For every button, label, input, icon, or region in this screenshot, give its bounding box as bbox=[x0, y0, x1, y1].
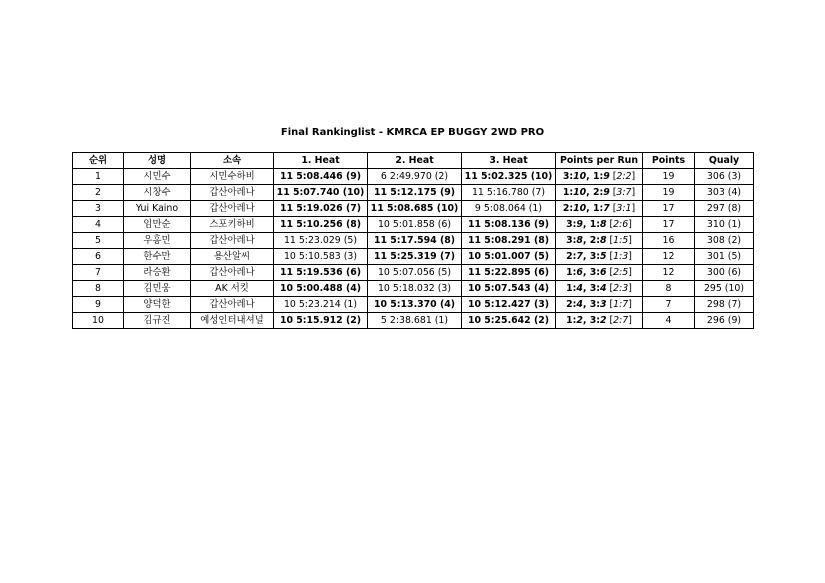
points-cell: 16 bbox=[643, 233, 695, 249]
ppr-a: 3: bbox=[566, 218, 577, 230]
qualy-cell: 301 (5) bbox=[695, 249, 754, 265]
ppr-sep: , bbox=[582, 298, 590, 310]
rank-cell: 10 bbox=[73, 313, 124, 329]
name-cell: 시민수 bbox=[124, 169, 191, 185]
heat1-cell: 11 5:08.446 (9) bbox=[274, 169, 368, 185]
name-cell: 임만순 bbox=[124, 217, 191, 233]
ppr-sep: , bbox=[582, 314, 590, 326]
ppr-a-italic: 6 bbox=[576, 266, 583, 278]
ppr-b: 3: bbox=[589, 250, 600, 262]
ppr-bracket-open: [ bbox=[609, 202, 617, 214]
qualy-cell: 295 (10) bbox=[695, 281, 754, 297]
qualy-cell: 310 (1) bbox=[695, 217, 754, 233]
ppr-bracket-open: [ bbox=[606, 234, 614, 246]
heat2-cell: 10 5:07.056 (5) bbox=[368, 265, 462, 281]
ppr-a-italic: 8 bbox=[576, 234, 583, 246]
ppr-a: 1: bbox=[566, 314, 577, 326]
table-row bbox=[73, 217, 754, 233]
table-row bbox=[73, 281, 754, 297]
rank-cell: 5 bbox=[73, 233, 124, 249]
table-row bbox=[73, 185, 754, 201]
ppr-c-italic: 2:2 bbox=[616, 170, 632, 182]
ppr-c-italic: 2:6 bbox=[613, 218, 629, 230]
points-per-run-cell bbox=[556, 249, 643, 265]
ppr-bracket-open: [ bbox=[606, 250, 614, 262]
name-cell: 김민웅 bbox=[124, 281, 191, 297]
ppr-b-italic: 8 bbox=[599, 218, 607, 230]
col-header-heat2: 2. Heat bbox=[368, 153, 462, 169]
ppr-b-italic: 3 bbox=[599, 298, 607, 310]
table-row bbox=[73, 313, 754, 329]
ppr-sep: , bbox=[582, 250, 590, 262]
heat3-cell: 11 5:16.780 (7) bbox=[462, 185, 556, 201]
team-cell: 갑산아레나 bbox=[191, 265, 274, 281]
ppr-a-italic: 9 bbox=[576, 218, 583, 230]
ppr-c-italic: 2:5 bbox=[613, 266, 629, 278]
rank-cell: 1 bbox=[73, 169, 124, 185]
ppr-a: 1: bbox=[566, 266, 577, 278]
ppr-b-italic: 4 bbox=[599, 282, 607, 294]
heat3-cell: 9 5:08.064 (1) bbox=[462, 201, 556, 217]
points-per-run-cell bbox=[556, 185, 643, 201]
ppr-bracket-close: ] bbox=[631, 202, 636, 214]
heat1-cell: 11 5:23.029 (5) bbox=[274, 233, 368, 249]
qualy-cell: 297 (8) bbox=[695, 201, 754, 217]
ppr-bracket-close: ] bbox=[628, 314, 632, 326]
team-cell: 스포키하비 bbox=[191, 217, 274, 233]
points-cell: 12 bbox=[643, 265, 695, 281]
ppr-a-italic: 10 bbox=[573, 202, 587, 214]
ppr-a: 2: bbox=[562, 202, 574, 214]
ppr-bracket-close: ] bbox=[628, 218, 632, 230]
points-cell: 4 bbox=[643, 313, 695, 329]
ppr-c-italic: 2:3 bbox=[613, 282, 629, 294]
ppr-b: 3: bbox=[589, 298, 600, 310]
points-per-run-cell bbox=[556, 169, 643, 185]
rank-cell: 8 bbox=[73, 281, 124, 297]
col-header-heat3: 3. Heat bbox=[462, 153, 556, 169]
ppr-a-italic: 7 bbox=[576, 250, 583, 262]
ppr-b: 3: bbox=[589, 314, 600, 326]
ppr-b-italic: 2 bbox=[599, 314, 607, 326]
ppr-sep: , bbox=[586, 202, 593, 214]
ppr-c-italic: 1:7 bbox=[613, 298, 629, 310]
ppr-a-italic: 4 bbox=[576, 282, 583, 294]
ppr-bracket-close: ] bbox=[628, 266, 632, 278]
heat2-cell: 6 2:49.970 (2) bbox=[368, 169, 462, 185]
ppr-b: 1: bbox=[589, 218, 600, 230]
points-cell: 19 bbox=[643, 185, 695, 201]
points-cell: 19 bbox=[643, 169, 695, 185]
points-per-run-cell bbox=[556, 233, 643, 249]
heat3-cell: 11 5:02.325 (10) bbox=[462, 169, 556, 185]
heat2-cell: 11 5:25.319 (7) bbox=[368, 249, 462, 265]
name-cell: 김규진 bbox=[124, 313, 191, 329]
points-per-run-cell bbox=[556, 297, 643, 313]
ppr-bracket-open: [ bbox=[609, 186, 617, 198]
heat1-cell: 11 5:19.026 (7) bbox=[274, 201, 368, 217]
team-cell: 예성인터내셔널 bbox=[191, 313, 274, 329]
name-cell: 양덕한 bbox=[124, 297, 191, 313]
ppr-bracket-open: [ bbox=[606, 282, 614, 294]
heat3-cell: 10 5:12.427 (3) bbox=[462, 297, 556, 313]
heat1-cell: 10 5:15.912 (2) bbox=[274, 313, 368, 329]
heat2-cell: 11 5:17.594 (8) bbox=[368, 233, 462, 249]
ppr-bracket-open: [ bbox=[606, 218, 614, 230]
ppr-c-italic: 1:5 bbox=[613, 234, 629, 246]
name-cell: Yui Kaino bbox=[124, 201, 191, 217]
ppr-b: 3: bbox=[589, 282, 600, 294]
points-cell: 17 bbox=[643, 201, 695, 217]
ppr-sep: , bbox=[586, 186, 593, 198]
ppr-bracket-close: ] bbox=[631, 186, 636, 198]
heat2-cell: 10 5:01.858 (6) bbox=[368, 217, 462, 233]
qualy-cell: 303 (4) bbox=[695, 185, 754, 201]
rank-cell: 9 bbox=[73, 297, 124, 313]
ppr-c-italic: 3:7 bbox=[616, 186, 632, 198]
ppr-a: 3: bbox=[566, 234, 577, 246]
header-row bbox=[73, 153, 754, 169]
ppr-a: 1: bbox=[566, 282, 577, 294]
ppr-b: 1: bbox=[592, 170, 604, 182]
ppr-sep: , bbox=[586, 170, 593, 182]
team-cell: 갑산아레나 bbox=[191, 201, 274, 217]
team-cell: 갑산아레나 bbox=[191, 233, 274, 249]
col-header-name: 성명 bbox=[124, 153, 191, 169]
ppr-a-italic: 2 bbox=[576, 314, 583, 326]
ppr-sep: , bbox=[582, 218, 590, 230]
ppr-c-italic: 2:7 bbox=[613, 314, 629, 326]
heat2-cell: 10 5:13.370 (4) bbox=[368, 297, 462, 313]
ppr-c-italic: 1:3 bbox=[613, 250, 629, 262]
points-cell: 8 bbox=[643, 281, 695, 297]
heat3-cell: 10 5:07.543 (4) bbox=[462, 281, 556, 297]
col-header-points: Points bbox=[643, 153, 695, 169]
heat1-cell: 11 5:07.740 (10) bbox=[274, 185, 368, 201]
ppr-sep: , bbox=[582, 266, 590, 278]
ppr-b-italic: 5 bbox=[599, 250, 607, 262]
name-cell: 라승환 bbox=[124, 265, 191, 281]
table-row bbox=[73, 233, 754, 249]
ppr-bracket-open: [ bbox=[606, 298, 614, 310]
col-header-rank: 순위 bbox=[73, 153, 124, 169]
ppr-a-italic: 10 bbox=[573, 186, 587, 198]
ppr-b: 3: bbox=[589, 266, 600, 278]
qualy-cell: 306 (3) bbox=[695, 169, 754, 185]
team-cell: 용산알씨 bbox=[191, 249, 274, 265]
rank-cell: 3 bbox=[73, 201, 124, 217]
heat1-cell: 11 5:10.256 (8) bbox=[274, 217, 368, 233]
team-cell: 갑산아레나 bbox=[191, 297, 274, 313]
heat1-cell: 10 5:23.214 (1) bbox=[274, 297, 368, 313]
heat2-cell: 5 2:38.681 (1) bbox=[368, 313, 462, 329]
points-cell: 7 bbox=[643, 297, 695, 313]
col-header-points-per-run: Points per Run bbox=[556, 153, 643, 169]
ppr-b-italic: 8 bbox=[599, 234, 607, 246]
ranking-table bbox=[72, 152, 754, 329]
name-cell: 한수만 bbox=[124, 249, 191, 265]
ppr-bracket-open: [ bbox=[606, 266, 614, 278]
heat3-cell: 10 5:25.642 (2) bbox=[462, 313, 556, 329]
table-row bbox=[73, 297, 754, 313]
rank-cell: 7 bbox=[73, 265, 124, 281]
heat3-cell: 10 5:01.007 (5) bbox=[462, 249, 556, 265]
points-cell: 17 bbox=[643, 217, 695, 233]
col-header-team: 소속 bbox=[191, 153, 274, 169]
ppr-b: 2: bbox=[589, 234, 600, 246]
ppr-b-italic: 6 bbox=[599, 266, 607, 278]
heat2-cell: 10 5:18.032 (3) bbox=[368, 281, 462, 297]
points-per-run-cell bbox=[556, 201, 643, 217]
rank-cell: 6 bbox=[73, 249, 124, 265]
ppr-b: 1: bbox=[592, 202, 604, 214]
ppr-bracket-close: ] bbox=[628, 282, 632, 294]
ppr-bracket-close: ] bbox=[628, 250, 632, 262]
rank-cell: 4 bbox=[73, 217, 124, 233]
ppr-a: 3: bbox=[562, 170, 574, 182]
name-cell: 시창수 bbox=[124, 185, 191, 201]
points-per-run-cell bbox=[556, 313, 643, 329]
points-per-run-cell bbox=[556, 265, 643, 281]
ppr-b-italic: 9 bbox=[603, 170, 610, 182]
team-cell: 시민수하비 bbox=[191, 169, 274, 185]
rank-cell: 2 bbox=[73, 185, 124, 201]
ppr-b: 2: bbox=[592, 186, 604, 198]
ppr-a: 2: bbox=[566, 298, 577, 310]
table-row bbox=[73, 201, 754, 217]
ppr-a-italic: 10 bbox=[573, 170, 587, 182]
name-cell: 우홍민 bbox=[124, 233, 191, 249]
points-per-run-cell bbox=[556, 217, 643, 233]
heat1-cell: 11 5:19.536 (6) bbox=[274, 265, 368, 281]
heat2-cell: 11 5:12.175 (9) bbox=[368, 185, 462, 201]
qualy-cell: 300 (6) bbox=[695, 265, 754, 281]
ranking-title: Final Rankinglist - KMRCA EP BUGGY 2WD PRO bbox=[280, 127, 545, 138]
col-header-heat1: 1. Heat bbox=[274, 153, 368, 169]
points-cell: 12 bbox=[643, 249, 695, 265]
ppr-sep: , bbox=[582, 234, 590, 246]
ppr-b-italic: 9 bbox=[603, 186, 610, 198]
heat2-cell: 11 5:08.685 (10) bbox=[368, 201, 462, 217]
ppr-bracket-close: ] bbox=[628, 298, 632, 310]
ppr-c-italic: 3:1 bbox=[616, 202, 632, 214]
qualy-cell: 296 (9) bbox=[695, 313, 754, 329]
ppr-sep: , bbox=[582, 282, 590, 294]
qualy-cell: 298 (7) bbox=[695, 297, 754, 313]
ppr-bracket-open: [ bbox=[606, 314, 614, 326]
table-row bbox=[73, 265, 754, 281]
points-per-run-cell bbox=[556, 281, 643, 297]
ppr-a: 1: bbox=[562, 186, 574, 198]
ppr-bracket-open: [ bbox=[609, 170, 617, 182]
ppr-a-italic: 4 bbox=[576, 298, 583, 310]
heat3-cell: 11 5:08.291 (8) bbox=[462, 233, 556, 249]
heat1-cell: 10 5:00.488 (4) bbox=[274, 281, 368, 297]
table-row bbox=[73, 249, 754, 265]
heat1-cell: 10 5:10.583 (3) bbox=[274, 249, 368, 265]
team-cell: 갑산아레나 bbox=[191, 185, 274, 201]
col-header-qualy: Qualy bbox=[695, 153, 754, 169]
ppr-b-italic: 7 bbox=[603, 202, 610, 214]
qualy-cell: 308 (2) bbox=[695, 233, 754, 249]
heat3-cell: 11 5:08.136 (9) bbox=[462, 217, 556, 233]
ppr-a: 2: bbox=[566, 250, 577, 262]
team-cell: AK 서킷 bbox=[191, 281, 274, 297]
heat3-cell: 11 5:22.895 (6) bbox=[462, 265, 556, 281]
table-row bbox=[73, 169, 754, 185]
ppr-bracket-close: ] bbox=[628, 234, 632, 246]
ppr-bracket-close: ] bbox=[631, 170, 636, 182]
